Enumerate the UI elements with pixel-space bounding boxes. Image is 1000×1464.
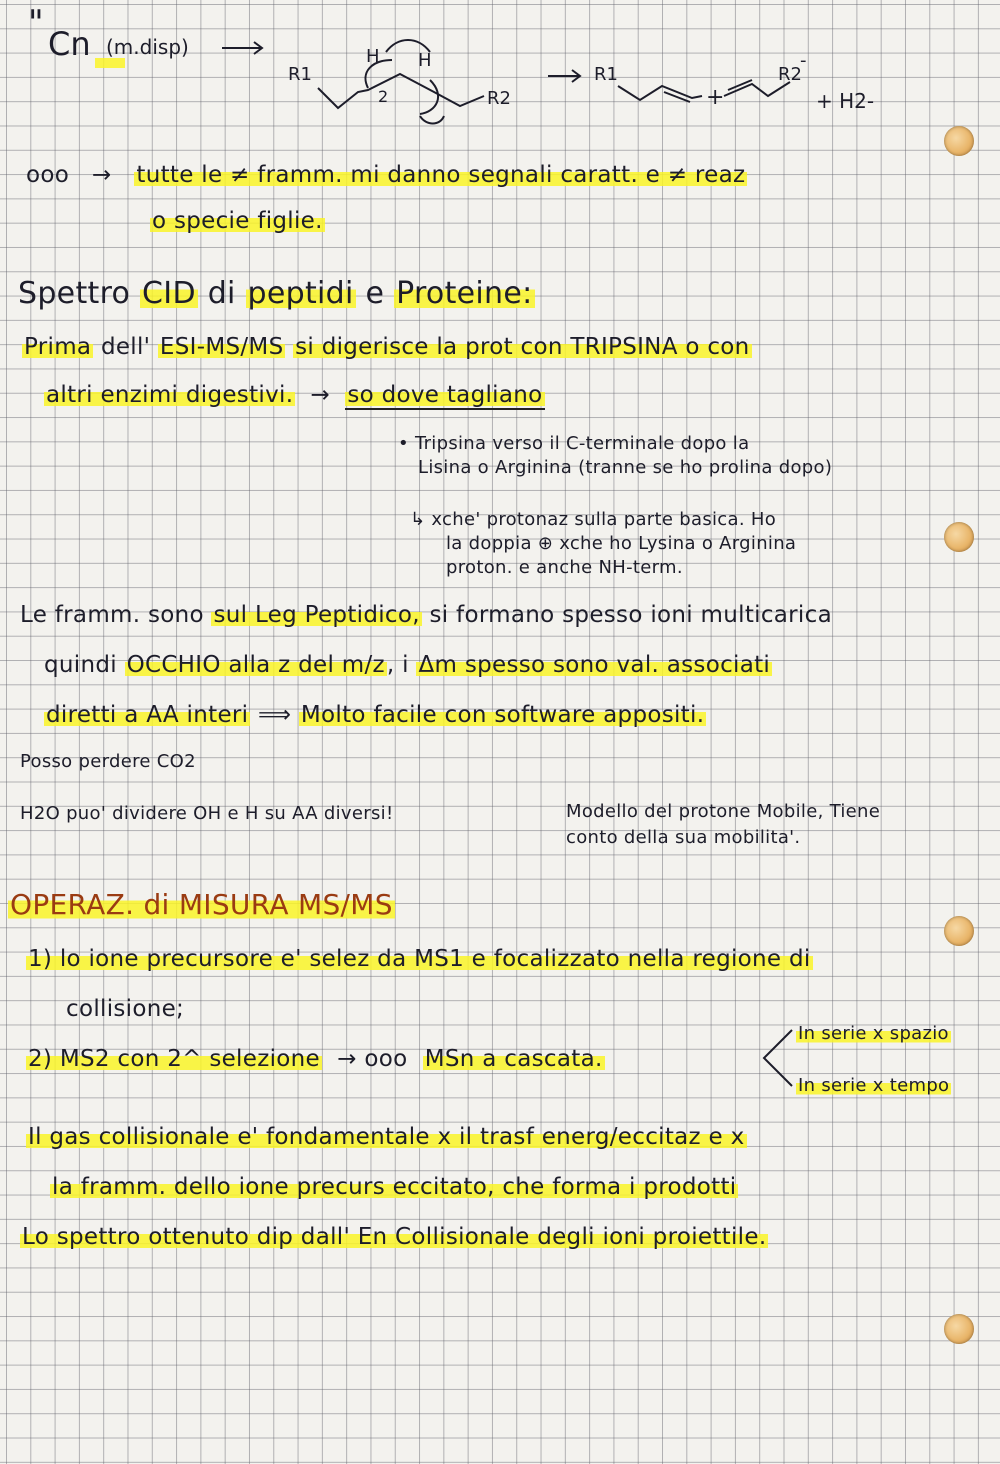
binder-hole	[944, 1314, 974, 1344]
operation-step-2: 2) MS2 con 2^ selezione → ooo MSn a cascata.	[28, 1046, 603, 1072]
product-r2: R2	[778, 64, 802, 85]
series-time: In serie x tempo	[798, 1075, 950, 1096]
water-loss-note: H2O puo' dividere OH e H su AA diversi!	[20, 803, 394, 824]
collision-gas-line-1: Il gas collisionale e' fondamentale x il trasf energ/eccitaz e x	[28, 1124, 745, 1150]
binder-hole	[944, 522, 974, 552]
charge-warning-line: quindi OCCHIO alla z del m/z, i Δm spesso sono val. associati	[44, 652, 771, 678]
trypsin-note-1: • Tripsina verso il C-terminale dopo la	[398, 433, 750, 454]
daughter-species-text: o specie figlie.	[152, 208, 323, 234]
binder-hole	[944, 126, 974, 156]
trypsin-note-5: proton. e anche NH-term.	[446, 557, 683, 578]
digestion-line-2: altri enzimi digestivi. → so dove tagliano	[46, 382, 543, 408]
product-plus: +	[706, 85, 725, 110]
r2-label: R2	[487, 88, 511, 109]
operation-step-1: 1) lo ione precursore e' selez da MS1 e focalizzato nella regione di	[28, 946, 811, 972]
fragments-text: tutte le ≠ framm. mi danno segnali caratt. e ≠ reaz	[136, 162, 746, 188]
quote-mark: "	[28, 3, 44, 43]
collision-gas-line-3: Lo spettro ottenuto dip dall' En Collisionale degli ioni proiettile.	[22, 1224, 767, 1250]
trypsin-note-3: ↳ xche' protonaz sulla parte basica. Ho	[410, 509, 777, 530]
series-space: In serie x spazio	[798, 1023, 949, 1044]
reactant-condition: (m.disp)	[106, 35, 189, 59]
r1-label: R1	[288, 64, 312, 85]
binder-hole	[944, 916, 974, 946]
cascade-bracket	[758, 1024, 798, 1094]
heading-cid-spectrum: Spettro CID di peptidi e Proteine:	[18, 276, 533, 311]
trypsin-note-2: Lisina o Arginina (tranne se ho prolina dopo)	[418, 457, 833, 478]
fragments-line: ooo → tutte le ≠ framm. mi danno segnali caratt. e ≠ reaz	[26, 162, 746, 188]
ring-number: 2	[378, 87, 389, 106]
product-r1: R1	[594, 64, 618, 85]
heading-msms-operations: OPERAZ. di MISURA MS/MS	[10, 888, 393, 921]
amino-acid-line: diretti a AA interi ⟹ Molto facile con software appositi.	[46, 702, 705, 728]
mobile-proton-note-1: Modello del protone Mobile, Tiene	[566, 801, 881, 822]
collision-gas-line-2: la framm. dello ione precurs eccitato, che forma i prodotti	[52, 1174, 737, 1200]
fragmentation-reaction-diagram	[0, 0, 1000, 145]
trypsin-note-4: la doppia ⊕ xche ho Lysina o Arginina	[446, 533, 797, 554]
product-charge: -	[800, 50, 807, 71]
hydrogen-product: + H2-	[816, 89, 875, 113]
mobile-proton-note-2: conto della sua mobilita'.	[566, 827, 801, 848]
co2-loss-note: Posso perdere CO2	[20, 751, 196, 772]
digestion-line: Prima dell' ESI-MS/MS si digerisce la prot con TRIPSINA o con	[24, 334, 750, 360]
h-left: H	[366, 46, 380, 67]
dots-glyph: ooo	[26, 162, 70, 188]
operation-step-1-cont: collisione;	[66, 996, 185, 1022]
fragments-line-2	[150, 206, 325, 236]
reactant-label: Cn	[48, 25, 91, 63]
h-right: H	[418, 50, 432, 71]
fragment-bond-line: Le framm. sono sul Leg Peptidico, si formano spesso ioni multicarica	[20, 602, 832, 628]
